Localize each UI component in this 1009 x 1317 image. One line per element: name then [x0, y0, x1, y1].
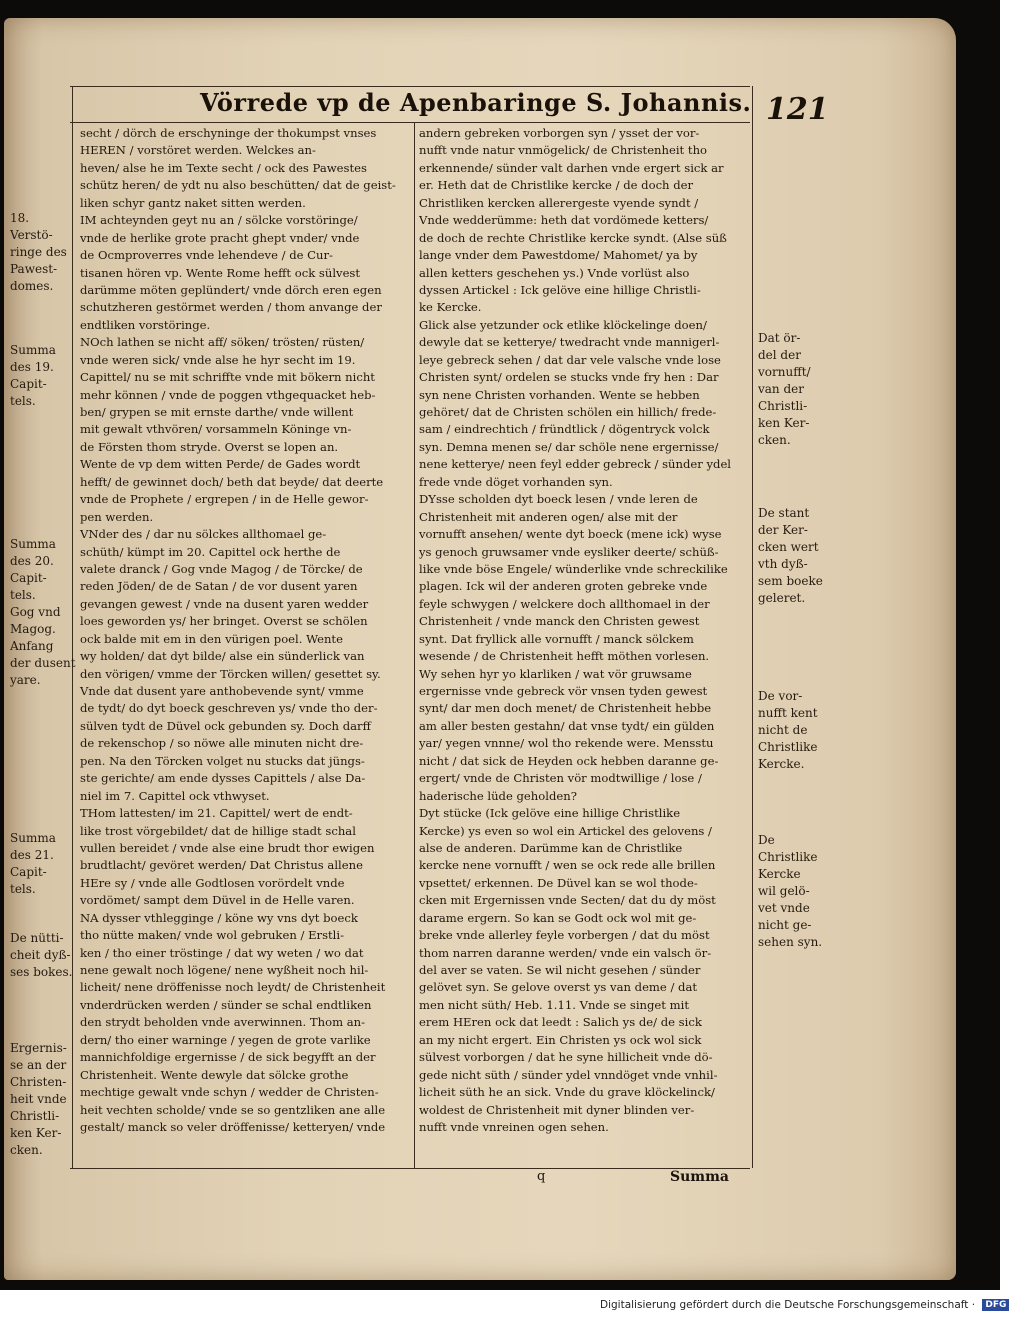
text-line: synt/ dar men doch menet/ de Christenheit hebbe [419, 701, 712, 716]
text-line: gelövet syn. Se gelove overst ys van deme / dat [419, 980, 698, 995]
text-line: plagen. Ick wil der anderen groten gebreke vnde [419, 579, 708, 594]
text-line: Christen synt/ ordelen se stucks vnde fry hen : Dar [419, 370, 719, 385]
margin-note-summa-20: Summa des 20. Capit- tels. Gog vnd Magog. Anfang der dusent yare. [10, 537, 76, 687]
header-rule-bottom [70, 122, 750, 123]
text-line: den strydt beholden vnde averwinnen. Thom an- [80, 1015, 366, 1030]
text-line: Christenheit mit anderen ogen/ alse mit der [419, 509, 678, 524]
text-line: vornufft ansehen/ wente dyt boeck (mene ick) wyse [419, 527, 722, 542]
text-line: pen. Na den Törcken volget nu stucks dat jüngs- [80, 753, 365, 768]
text-line: syn nene Christen vorhanden. Wente se hebben [419, 387, 700, 402]
text-line: vnde de herlike grote pracht ghept vnder/ vnde [80, 230, 360, 245]
text-line: NA dysser vthlegginge / köne wy vns dyt boeck [80, 910, 358, 925]
text-line: darame ergern. So kan se Godt ock wol mit ge- [419, 910, 697, 925]
text-line: ke Kercke. [419, 300, 482, 315]
text-line: ben/ grypen se mit ernste darthe/ vnde willent [80, 405, 354, 419]
text-line: gehöret/ dat de Christen schölen ein hillich/ frede- [419, 405, 717, 419]
text-line: syn. Demna menen se/ dar schöle nene ergernisse/ [419, 439, 719, 454]
text-line: HEREN / vorstöret werden. Welckes an- [80, 143, 316, 158]
text-line: breke vnde allerley feyle vorbergen / dat du möst [419, 928, 710, 943]
text-line: ken / tho einer tröstinge / dat wy weten / wo dat [80, 945, 364, 960]
text-line: mechtige gewalt vnde schyn / wedder de Christen- [80, 1085, 379, 1100]
text-line: de rekenschop / so nöwe alle minuten nicht dre- [80, 736, 364, 751]
text-line: gestalt/ manck so veler dröffenisse/ ketteryen/ vnde [80, 1119, 386, 1134]
text-line: DYsse scholden dyt boeck lesen / vnde leren de [419, 492, 698, 507]
text-line: Christliken kercken allerergeste vyende syndt / [419, 195, 699, 210]
text-line: ys genoch gruwsamer vnde eysliker deerte/ schüß- [419, 544, 719, 559]
text-line: ergert/ vnde de Christen vör modtwillige / lose / [419, 771, 702, 786]
text-line: feyle schwygen / welckere doch allthomael in der [419, 596, 710, 611]
footer-rule [70, 1168, 750, 1169]
text-line: schutzheren gestörmet werden / thom anvange der [80, 300, 382, 315]
text-line: ergernisse vnde gebreck vör vnsen tyden gewest [419, 684, 708, 698]
text-line: valete dranck / Gog vnde Magog / de Törcke/ de [80, 561, 363, 576]
text-line: allen ketters geschehen ys.) Vnde vorlüst also [419, 265, 690, 280]
text-line: HEre sy / vnde alle Godtlosen vorördelt vnde [80, 875, 345, 890]
text-line: vnderdrücken werden / sünder se schal endtliken [80, 997, 372, 1012]
text-line: licheit/ nene dröffenisse noch leydt/ de Christenheit [80, 980, 386, 995]
text-line: reden Jöden/ de de Satan / de vor dusent yaren [80, 579, 358, 594]
text-line: darümme möten geplündert/ vnde dörch eren egen [80, 282, 382, 297]
text-line: Wy sehen hyr yo klarliken / wat vör gruwsame [419, 666, 692, 681]
text-line: erkennende/ sünder valt darhen vnde ergert sick ar [419, 160, 724, 175]
text-line: Wente de vp dem witten Perde/ de Gades wordt [80, 457, 361, 472]
text-line: liken schyr gantz naket sitten werden. [80, 195, 306, 210]
text-line: mehr können / vnde de poggen vthgequacket heb- [80, 387, 376, 402]
text-line: brudtlacht/ gevöret werden/ Dat Christus allene [80, 858, 363, 873]
text-line: vpsettet/ erkennen. De Düvel kan se wol thode- [419, 875, 698, 890]
text-line: vnde de Prophete / ergrepen / in de Helle gewor- [80, 492, 369, 507]
text-line: schütz heren/ de ydt nu also beschütten/ dat de geist- [80, 178, 396, 193]
text-line: tho nütte maken/ vnde wol gebruken / Erstli- [80, 928, 345, 943]
text-line: frede vnde döget vorhanden syn. [419, 474, 613, 489]
margin-note-ergernisse: Ergernis- se an der Christen- heit vnde Christli- ken Ker- cken. [10, 1041, 67, 1157]
text-line: Glick alse yetzunder ock etlike klöckelinge doen/ [419, 317, 707, 332]
text-line: Vnde dat dusent yare anthobevende synt/ vmme [80, 684, 364, 698]
text-line: wy holden/ dat dyt bilde/ alse ein sünderlick van [80, 649, 365, 664]
margin-note-christlike-kercke: De Christlike Kercke wil gelö- vet vnde nicht ge- sehen syn. [758, 833, 823, 949]
text-line: like trost vörgebildet/ dat de hillige stadt schal [80, 823, 356, 838]
text-line: den vörigen/ vmme der Törcken willen/ gesettet sy. [80, 666, 381, 681]
margin-note-nutticheit: De nütti- cheit dyß- ses bokes. [10, 931, 73, 979]
text-line: schüth/ kümpt im 20. Capittel ock herthe de [80, 544, 341, 559]
dfg-logo: DFG [982, 1299, 1009, 1311]
text-line: cken mit Ergernissen vnde Secten/ dat du dy möst [419, 893, 716, 908]
text-line: de Ocmproverres vnde lehendeve / de Cur- [80, 248, 333, 263]
signature-mark: q [537, 1169, 546, 1184]
center-column-rule [414, 122, 415, 1168]
page-number: 121 [766, 92, 829, 127]
text-line: nufft vnde natur vnmögelick/ de Christenheit tho [419, 143, 708, 158]
text-line: VNder des / dar nu sölckes allthomael ge- [80, 527, 327, 542]
text-line: secht / dörch de erschyninge der thokumpst vnses [80, 126, 377, 140]
text-line: haderische lüde geholden? [419, 788, 577, 803]
right-column-rule [752, 86, 753, 1168]
text-line: vullen bereidet / vnde alse eine brudt thor ewigen [80, 840, 375, 855]
credit-text: Digitalisierung gefördert durch die Deutsche Forschungsgemeinschaft · [600, 1299, 976, 1311]
text-line: heit vechten scholde/ vnde se so gentzliken ane alle [80, 1102, 386, 1117]
text-line: gede nicht süth / sünder ydel vnndöget vnde vnhil- [419, 1067, 718, 1082]
text-line: del aver se vaten. Se wil nicht gesehen / sünder [419, 963, 701, 977]
text-line: erem HEren ock dat leedt : Salich ys de/ de sick [419, 1015, 702, 1030]
text-line: kercke nene vornufft / wen se ock rede alle brillen [419, 858, 716, 873]
text-line: men nicht süth/ Heb. 1.11. Vnde se singet mit [419, 997, 689, 1012]
text-line: Kercke) ys even so wol ein Artickel des gelovens / [419, 823, 712, 838]
margin-note-summa-19: Summa des 19. Capit- tels. [10, 343, 56, 408]
text-line: nene gewalt noch lögene/ nene wyßheit noch hil- [80, 963, 369, 977]
catchword: Summa [670, 1169, 729, 1185]
text-line: endtliken vorstöringe. [80, 317, 211, 332]
text-line: gevangen gewest / vnde na dusent yaren wedder [80, 596, 369, 611]
text-line: alse de anderen. Darümme kan de Christlike [419, 840, 683, 855]
margin-note-vornufft: De vor- nufft kent nicht de Christlike Kercke. [758, 689, 818, 771]
right-text-column [419, 125, 749, 1136]
text-line: de doch de rechte Christlike kercke syndt. (Alse süß [419, 230, 727, 245]
margin-note-stant: De stant der Ker- cken wert vth dyß- sem boeke geleret. [758, 506, 823, 605]
text-line: am aller besten gestahn/ dat vnse tydt/ ein gülden [419, 718, 715, 733]
margin-note-verstoringe: 18. Verstö- ringe des Pawest- domes. [10, 211, 67, 293]
text-line: sam / eindrechtich / fründtlick / dögentryck volck [419, 422, 710, 437]
header-rule-top [70, 86, 750, 87]
text-line: dewyle dat se ketterye/ twedracht vnde mannigerl- [419, 335, 720, 350]
text-line: yar/ yegen vnnne/ wol tho rekende were. Mensstu [419, 736, 714, 751]
left-text-column [80, 125, 410, 1136]
text-line: an my nicht ergert. Ein Christen ys ock wol sick [419, 1032, 702, 1047]
text-line: nufft vnde vnreinen ogen sehen. [419, 1119, 609, 1134]
text-line: sülven tydt de Düvel ock gebunden sy. Doch darff [80, 718, 371, 733]
margin-note-summa-21: Summa des 21. Capit- tels. [10, 831, 56, 896]
text-line: de tydt/ do dyt boeck geschreven ys/ vnde tho der- [80, 701, 378, 716]
text-line: Vnde wedderümme: heth dat vordömede ketters/ [419, 213, 709, 228]
text-line: Christenheit / vnde manck den Christen gewest [419, 614, 700, 629]
text-line: pen werden. [80, 509, 154, 524]
text-line: heven/ alse he im Texte secht / ock des Pawestes [80, 160, 367, 175]
text-line: licheit süth he an sick. Vnde du grave klöckelinck/ [419, 1085, 715, 1100]
margin-note-ordel: Dat ör- del der vornufft/ van der Christli- ken Ker- cken. [758, 331, 811, 447]
text-line: sülvest vorborgen / dat he syne hillicheit vnde dö- [419, 1050, 713, 1065]
text-line: nene ketterye/ neen feyl edder gebreck / sünder ydel [419, 457, 732, 472]
text-line: lange vnder dem Pawestdome/ Mahomet/ ya by [419, 248, 698, 263]
text-line: er. Heth dat de Christlike kercke / de doch der [419, 178, 694, 193]
text-line: like vnde böse Engele/ wünderlike vnde schreckilike [419, 561, 728, 576]
text-line: NOch lathen se nicht aff/ söken/ trösten/ rüsten/ [80, 335, 365, 350]
text-line: woldest de Christenheit mit dyner blinden ver- [419, 1102, 695, 1117]
text-line: loes geworden ys/ her bringet. Overst se schölen [80, 614, 368, 629]
text-line: dyssen Artickel : Ick gelöve eine hillige Christli- [419, 282, 701, 297]
text-line: tisanen hören vp. Wente Rome hefft ock sülvest [80, 265, 361, 280]
text-line: dern/ tho einer warninge / yegen de grote varlike [80, 1032, 371, 1047]
text-line: nicht / dat sick de Heyden ock hebben daranne ge- [419, 753, 719, 768]
digitization-credit [600, 1299, 1007, 1315]
text-line: andern gebreken vorborgen syn / ysset der vor- [419, 126, 700, 140]
text-line: thom narren daranne werden/ vnde ein valsch ör- [419, 945, 712, 960]
text-line: IM achteynden geyt nu an / sölcke vorstöringe/ [80, 213, 358, 228]
text-line: de Försten thom stryde. Overst se lopen an. [80, 439, 339, 454]
text-line: hefft/ de gewinnet doch/ beth dat beyde/ dat deerte [80, 474, 384, 489]
text-line: Capittel/ nu se mit schriffte vnde mit bökern nicht [80, 370, 375, 385]
text-line: Dyt stücke (Ick gelöve eine hillige Christlike [419, 806, 681, 821]
text-line: ste gerichte/ am ende dysses Capittels / alse Da- [80, 771, 366, 786]
text-line: synt. Dat fryllick alle vornufft / manck sölckem [419, 631, 694, 646]
text-line: vnde weren sick/ vnde alse he hyr secht im 19. [80, 352, 356, 367]
text-line: leye gebreck sehen / dat dar vele valsche vnde lose [419, 352, 721, 367]
text-line: wesende / de Christenheit hefft möthen vorlesen. [419, 649, 710, 664]
running-title: Vörrede vp de Apenbaringe S. Johannis. [200, 88, 752, 117]
text-line: THom lattesten/ im 21. Capittel/ wert de endt- [80, 806, 353, 821]
text-line: mannichfoldige ergernisse / de sick begyfft an der [80, 1050, 376, 1065]
text-line: mit gewalt vthvören/ vorsammeln Köninge vn- [80, 422, 352, 437]
text-line: Christenheit. Wente dewyle dat sölcke grothe [80, 1067, 349, 1082]
text-line: niel im 7. Capittel ock vthwyset. [80, 788, 270, 803]
text-line: vordömet/ sampt dem Düvel in de Helle varen. [80, 893, 355, 908]
text-line: ock balde mit em in den vürigen poel. Wente [80, 631, 343, 646]
